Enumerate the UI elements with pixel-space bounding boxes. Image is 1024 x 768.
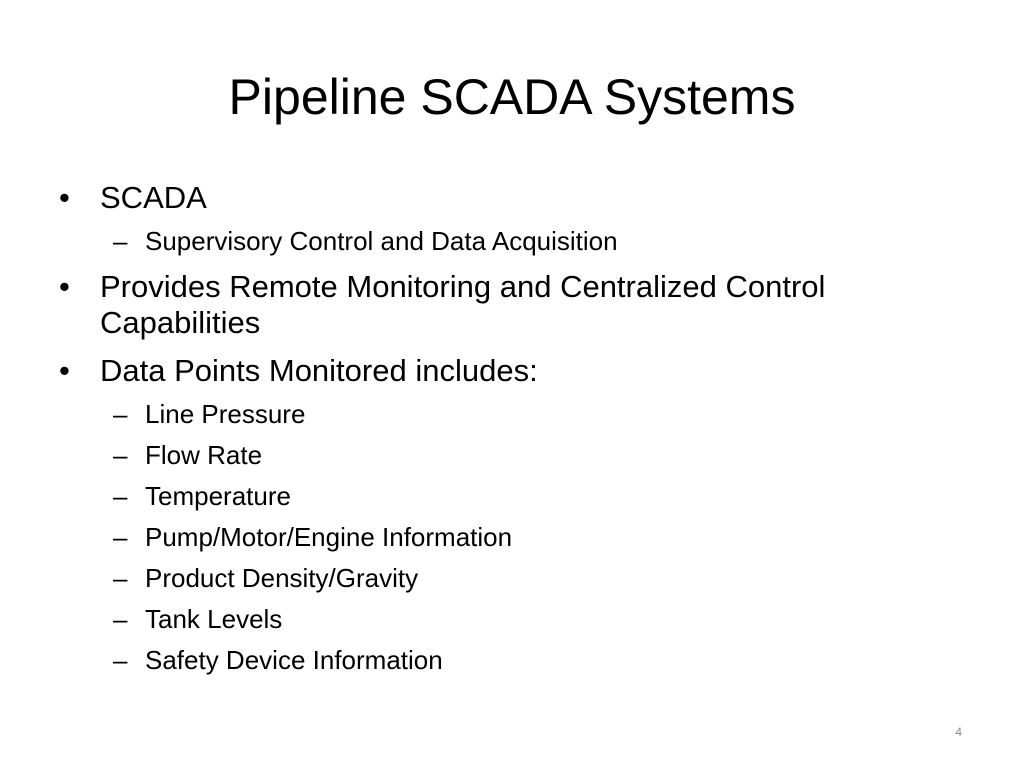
sub-bullet-text: Supervisory Control and Data Acquisition (145, 226, 618, 256)
sub-bullet-item (55, 521, 955, 553)
bullet-icon: • (59, 180, 70, 215)
bullet-text: SCADA (100, 180, 207, 215)
page-number: 4 (955, 725, 962, 739)
sub-bullet-text: Safety Device Information (145, 645, 443, 675)
sub-bullet-text: Temperature (145, 481, 291, 511)
dash-icon: – (113, 399, 128, 429)
sub-bullet-text: Tank Levels (145, 604, 283, 634)
sub-bullet-item (55, 603, 955, 635)
bullet-item (55, 353, 955, 389)
dash-icon: – (113, 522, 128, 552)
bullet-item (55, 269, 955, 341)
bullet-icon: • (59, 353, 70, 388)
sub-bullet-text: Product Density/Gravity (145, 563, 419, 593)
sub-bullet-item (55, 439, 955, 471)
bullet-list (55, 180, 955, 676)
sub-bullet-item (55, 398, 955, 430)
dash-icon: – (113, 645, 128, 675)
dash-icon: – (113, 563, 128, 593)
sub-bullet-text: Pump/Motor/Engine Information (145, 522, 513, 552)
dash-icon: – (113, 604, 128, 634)
dash-icon: – (113, 226, 128, 256)
sub-bullet-item (55, 480, 955, 512)
bullet-icon: • (59, 269, 70, 304)
sub-bullet-item (55, 644, 955, 676)
dash-icon: – (113, 481, 128, 511)
bullet-item (55, 180, 955, 216)
bullet-text: Data Points Monitored includes: (100, 353, 538, 388)
sub-bullet-item (55, 225, 955, 257)
sub-bullet-text: Flow Rate (145, 440, 263, 470)
bullet-text: Provides Remote Monitoring and Centralized Control Capabilities (100, 269, 826, 340)
dash-icon: – (113, 440, 128, 470)
slide-title: Pipeline SCADA Systems (228, 69, 796, 125)
sub-bullet-text: Line Pressure (145, 399, 306, 429)
sub-bullet-item (55, 562, 955, 594)
